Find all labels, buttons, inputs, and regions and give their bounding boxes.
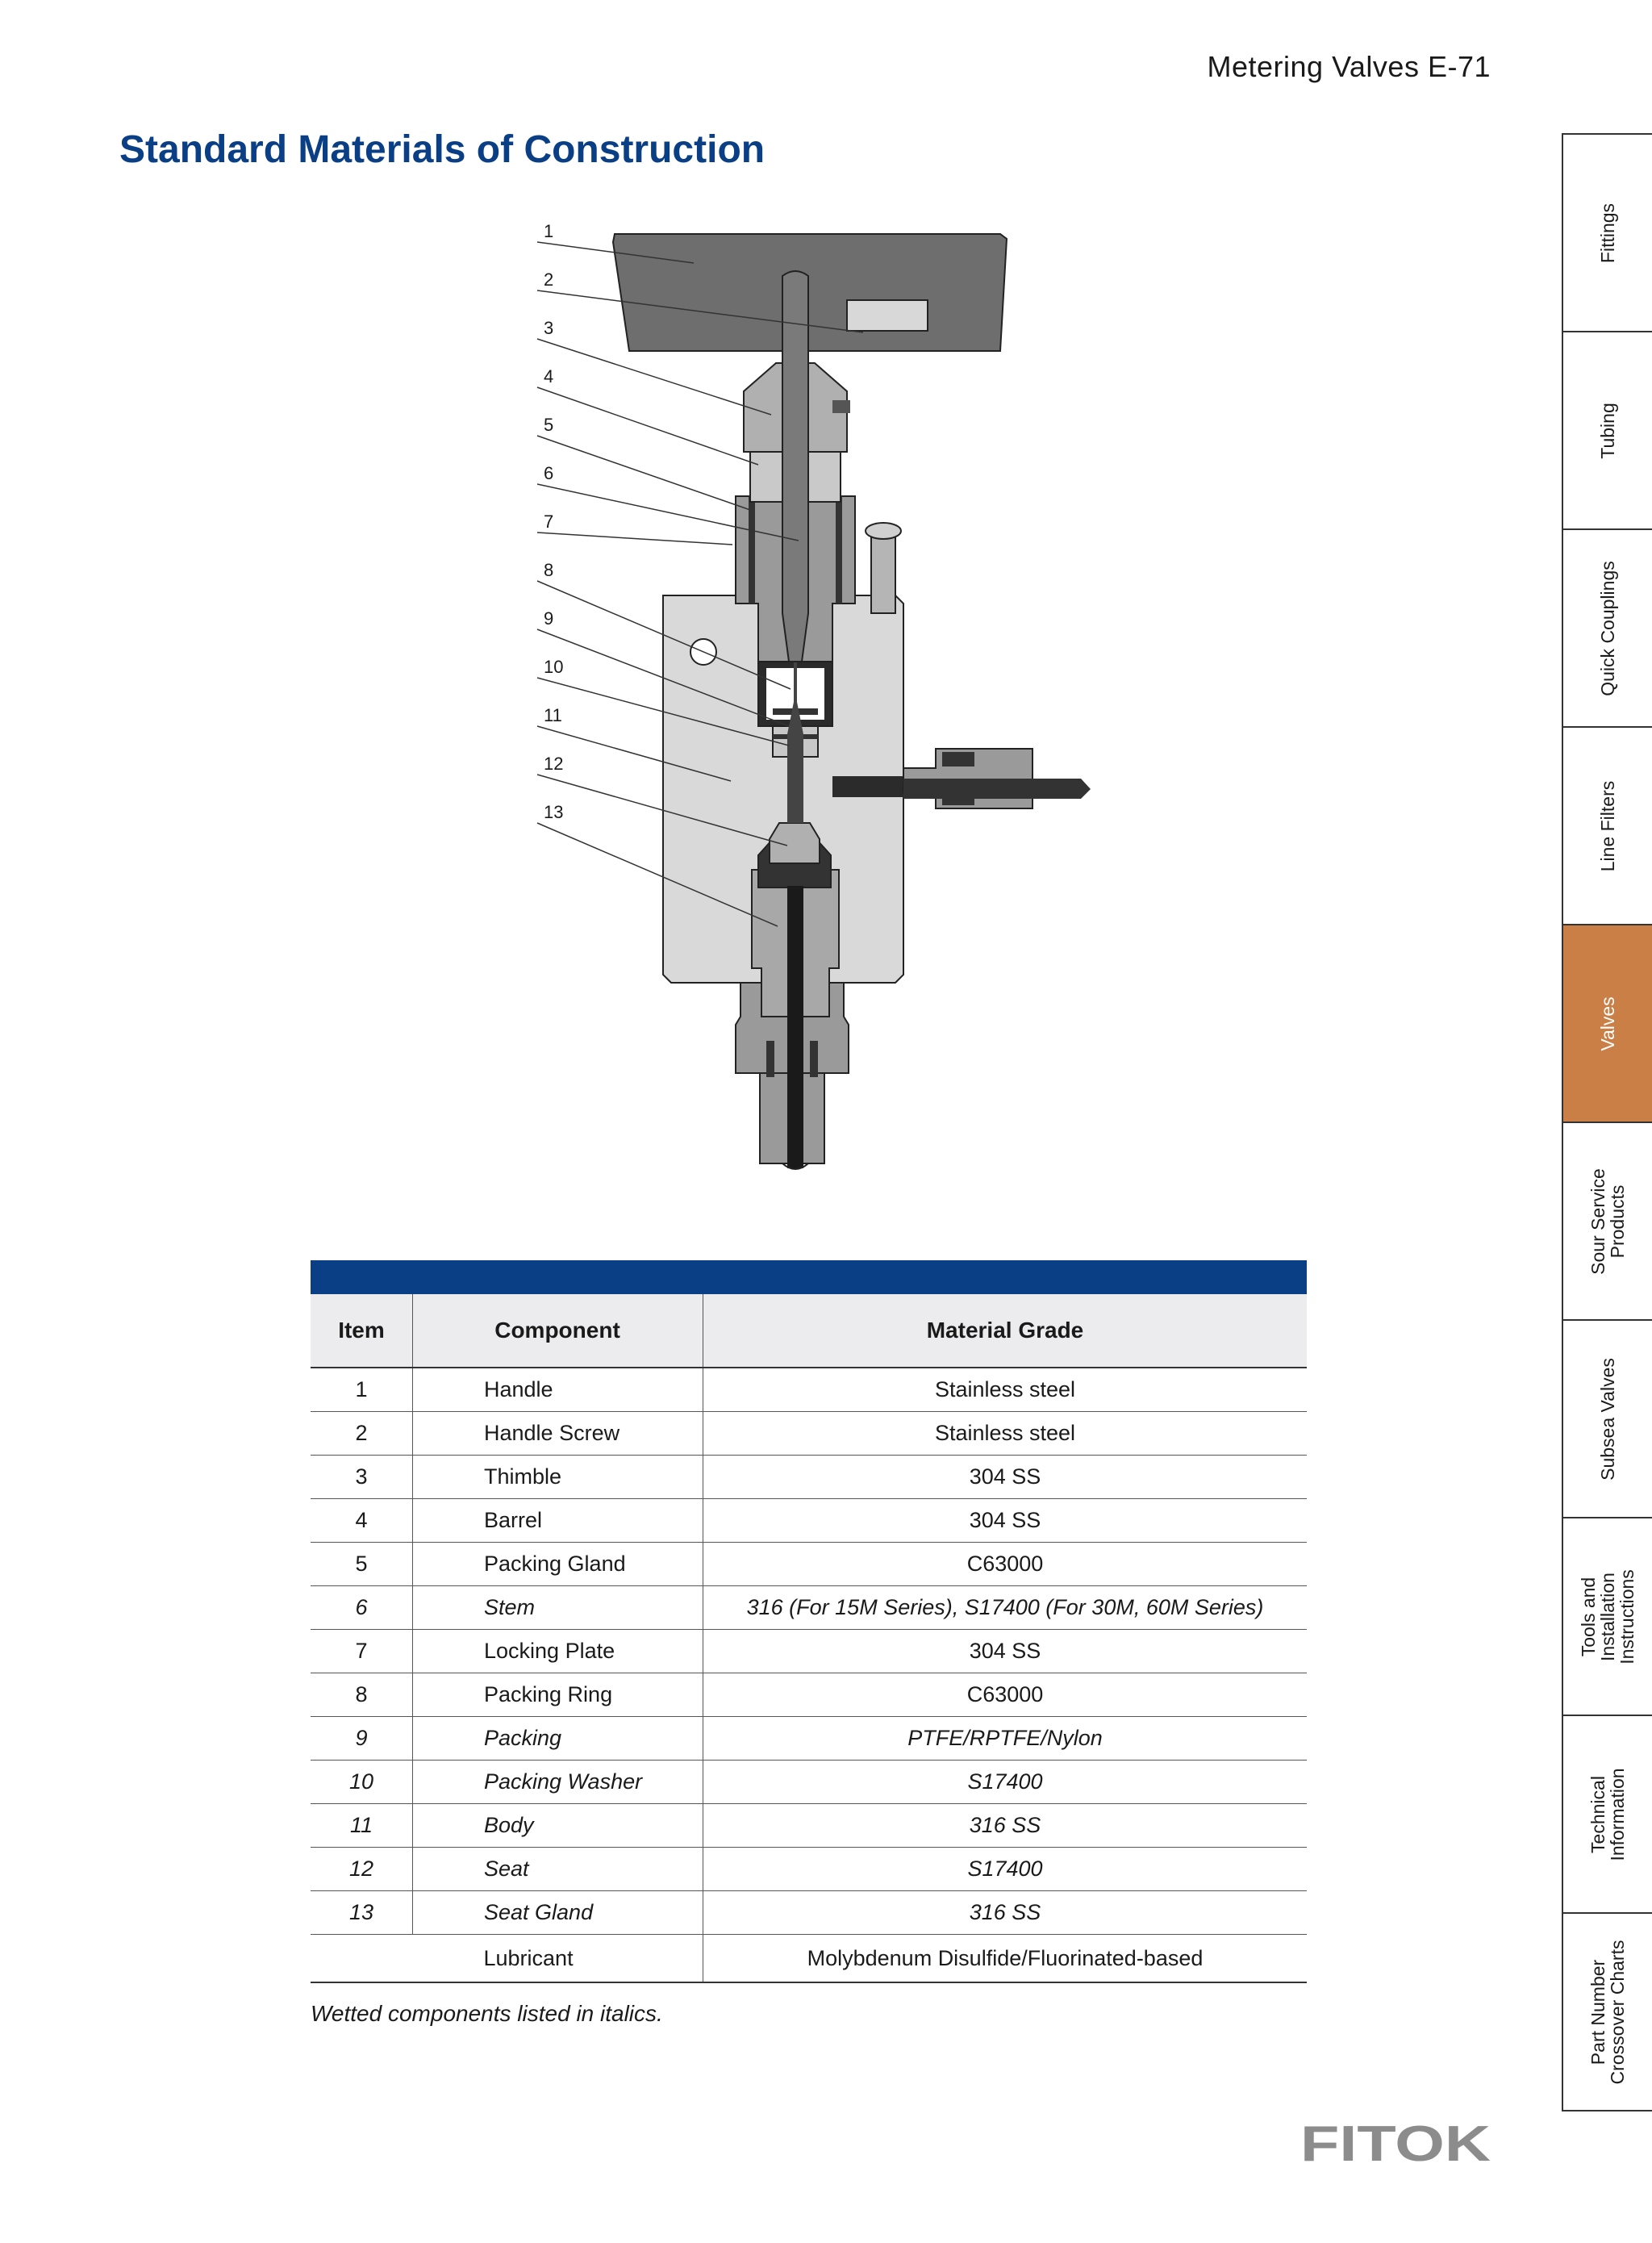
component-cell: Handle Screw — [413, 1412, 703, 1456]
callout-number: 10 — [544, 657, 564, 677]
side-tab-label: Subsea Valves — [1597, 1357, 1618, 1481]
header-item: Item — [311, 1294, 413, 1368]
material-grade-cell: Stainless steel — [703, 1412, 1308, 1456]
material-grade-cell: Molybdenum Disulfide/Fluorinated-based — [703, 1935, 1308, 1983]
table-row — [311, 1673, 1307, 1717]
callout-number: 11 — [544, 705, 562, 725]
item-cell: 10 — [311, 1761, 413, 1804]
callout-number: 3 — [544, 318, 554, 338]
component-cell: Barrel — [413, 1499, 703, 1543]
callout-number: 12 — [544, 754, 564, 774]
material-grade-cell: 304 SS — [703, 1499, 1308, 1543]
side-tab-tubing[interactable] — [1562, 332, 1652, 530]
material-grade-cell: 316 SS — [703, 1891, 1308, 1935]
callout-number: 5 — [544, 415, 554, 435]
side-tab-fittings[interactable] — [1562, 135, 1652, 332]
table-row — [311, 1804, 1307, 1848]
component-cell: Lubricant — [413, 1935, 703, 1983]
component-cell: Seat Gland — [413, 1891, 703, 1935]
callout-number: 7 — [544, 512, 554, 532]
component-cell: Packing Ring — [413, 1673, 703, 1717]
table-title-bar — [311, 1260, 1307, 1294]
table-row — [311, 1630, 1307, 1673]
material-grade-cell: C63000 — [703, 1673, 1308, 1717]
table-header-row — [311, 1294, 1307, 1368]
side-tab-tools-and-installation-instructions[interactable] — [1562, 1518, 1652, 1716]
material-grade-cell: S17400 — [703, 1761, 1308, 1804]
side-tab-subsea-valves[interactable] — [1562, 1321, 1652, 1518]
side-tab-label: Valves — [1597, 996, 1618, 1051]
header-component: Component — [413, 1294, 703, 1368]
callout-number: 1 — [544, 221, 554, 241]
component-cell: Packing Washer — [413, 1761, 703, 1804]
section-tabs — [1562, 133, 1652, 2111]
item-cell: 1 — [311, 1368, 413, 1412]
material-grade-cell: Stainless steel — [703, 1368, 1308, 1412]
page-title: Standard Materials of Construction — [119, 128, 766, 171]
materials-table — [311, 1260, 1307, 1983]
material-grade-cell: C63000 — [703, 1543, 1308, 1586]
table-row — [311, 1368, 1307, 1412]
material-grade-cell: 304 SS — [703, 1456, 1308, 1499]
table-row — [311, 1935, 1307, 1983]
callout-number: 2 — [544, 269, 554, 290]
item-cell: 13 — [311, 1891, 413, 1935]
item-cell: 4 — [311, 1499, 413, 1543]
side-tab-label: Sour Service Products — [1587, 1167, 1628, 1275]
component-cell: Handle — [413, 1368, 703, 1412]
item-cell: 3 — [311, 1456, 413, 1499]
page-section-header: Metering Valves E-71 — [1207, 50, 1491, 83]
item-cell: 11 — [311, 1804, 413, 1848]
component-cell: Seat — [413, 1848, 703, 1891]
table-row — [311, 1717, 1307, 1761]
material-grade-cell: PTFE/RPTFE/Nylon — [703, 1717, 1308, 1761]
side-tab-label: Tubing — [1597, 402, 1618, 459]
side-tab-label: Quick Couplings — [1597, 560, 1618, 696]
table-row — [311, 1499, 1307, 1543]
item-cell: 5 — [311, 1543, 413, 1586]
valve-cross-section-diagram — [516, 210, 1097, 1218]
component-cell: Stem — [413, 1586, 703, 1630]
callout-number: 9 — [544, 608, 554, 629]
component-cell: Packing — [413, 1717, 703, 1761]
table-row — [311, 1848, 1307, 1891]
table-row — [311, 1456, 1307, 1499]
item-cell: 12 — [311, 1848, 413, 1891]
side-tab-label: Technical Information — [1587, 1767, 1628, 1861]
component-cell: Thimble — [413, 1456, 703, 1499]
side-tab-valves[interactable] — [1562, 925, 1652, 1123]
table-row — [311, 1891, 1307, 1935]
table-row — [311, 1412, 1307, 1456]
material-grade-cell: 316 SS — [703, 1804, 1308, 1848]
header-material-grade: Material Grade — [703, 1294, 1308, 1368]
material-grade-cell: 316 (For 15M Series), S17400 (For 30M, 60M Series) — [703, 1586, 1308, 1630]
side-tab-sour-service-products[interactable] — [1562, 1123, 1652, 1321]
material-grade-cell: S17400 — [703, 1848, 1308, 1891]
material-grade-cell: 304 SS — [703, 1630, 1308, 1673]
side-tab-label: Fittings — [1597, 203, 1618, 263]
side-tab-technical-information[interactable] — [1562, 1716, 1652, 1914]
svg-text:FITOK: FITOK — [1300, 2119, 1491, 2167]
side-tab-label: Tools and Installation Instructions — [1578, 1568, 1637, 1664]
side-tab-label: Line Filters — [1597, 780, 1618, 871]
callout-number: 8 — [544, 560, 554, 580]
item-cell: 2 — [311, 1412, 413, 1456]
item-cell: 8 — [311, 1673, 413, 1717]
side-tab-line-filters[interactable] — [1562, 728, 1652, 925]
side-tab-label: Part Number Crossover Charts — [1587, 1940, 1628, 2084]
component-cell: Packing Gland — [413, 1543, 703, 1586]
component-cell: Locking Plate — [413, 1630, 703, 1673]
wetted-footnote: Wetted components listed in italics. — [311, 2001, 663, 2026]
callout-number: 4 — [544, 366, 554, 386]
callout-number: 6 — [544, 463, 554, 483]
side-tab-part-number-crossover-charts[interactable] — [1562, 1914, 1652, 2111]
item-cell: 6 — [311, 1586, 413, 1630]
component-cell: Body — [413, 1804, 703, 1848]
side-tab-quick-couplings[interactable] — [1562, 530, 1652, 728]
item-cell: 9 — [311, 1717, 413, 1761]
table-row — [311, 1586, 1307, 1630]
table-row — [311, 1543, 1307, 1586]
fitok-logo — [1300, 2119, 1494, 2167]
item-cell: 7 — [311, 1630, 413, 1673]
item-cell — [311, 1935, 413, 1983]
callout-number: 13 — [544, 802, 564, 822]
table-row — [311, 1761, 1307, 1804]
